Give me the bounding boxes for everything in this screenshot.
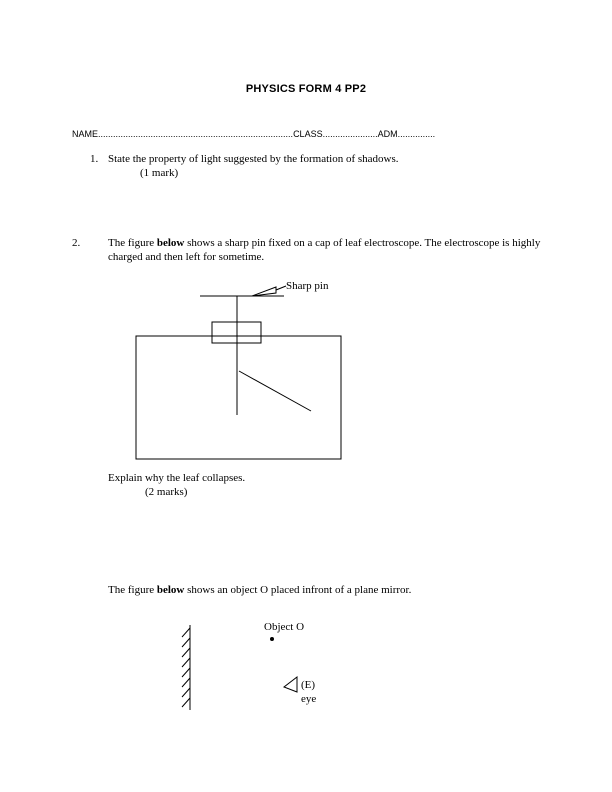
adm-label: ADM	[377, 129, 398, 139]
object-label: Object O	[264, 621, 305, 633]
mirror-hatching	[182, 628, 190, 707]
electroscope-leaf	[239, 371, 311, 411]
question-3-text	[108, 583, 548, 597]
adm-dotted-line: ...............	[397, 129, 436, 139]
hatch-line	[182, 638, 190, 647]
eye-label: eye	[301, 693, 317, 705]
electroscope-diagram	[120, 275, 360, 465]
name-class-adm-line	[72, 129, 552, 139]
hatch-line	[182, 678, 190, 687]
question-1-number: 1.	[90, 153, 99, 165]
hatch-line	[182, 658, 190, 667]
class-dotted-line: ......................	[322, 129, 378, 139]
question-2-text-after: shows a sharp pin fixed on a cap of leaf electroscope. The electroscope is highly charged and then left for sometime.	[108, 237, 541, 263]
eye-point-label: (E)	[301, 679, 316, 691]
sharp-pin-shape	[252, 287, 276, 296]
question-2-text	[108, 236, 548, 264]
pin-pointer-line	[276, 286, 286, 290]
mirror-diagram	[170, 612, 350, 727]
question-3-bold-word: below	[156, 584, 185, 596]
hatch-line	[182, 648, 190, 657]
question-3-text-after: shows an object O placed infront of a plane mirror.	[184, 584, 412, 596]
eye-icon	[284, 677, 297, 692]
question-2-followup-text: Explain why the leaf collapses.	[108, 472, 246, 484]
hatch-line	[182, 688, 190, 697]
object-point	[270, 637, 274, 641]
question-1-text: State the property of light suggested by the formation of shadows.	[108, 153, 399, 165]
name-label: NAME	[72, 129, 99, 139]
question-2-text-before: The figure	[108, 237, 157, 249]
question-2-number: 2.	[72, 237, 81, 249]
electroscope-case	[136, 336, 341, 459]
question-2-bold-word: below	[156, 237, 185, 249]
name-dotted-line: ..............................................................................	[98, 129, 294, 139]
page-title: PHYSICS FORM 4 PP2	[245, 83, 367, 95]
sharp-pin-label: Sharp pin	[286, 280, 329, 292]
question-3-text-before: The figure	[108, 584, 157, 596]
hatch-line	[182, 698, 190, 707]
hatch-line	[182, 628, 190, 637]
question-2-marks: (2 marks)	[145, 486, 188, 498]
question-1-marks: (1 mark)	[140, 167, 179, 179]
class-label: CLASS	[293, 129, 323, 139]
hatch-line	[182, 668, 190, 677]
